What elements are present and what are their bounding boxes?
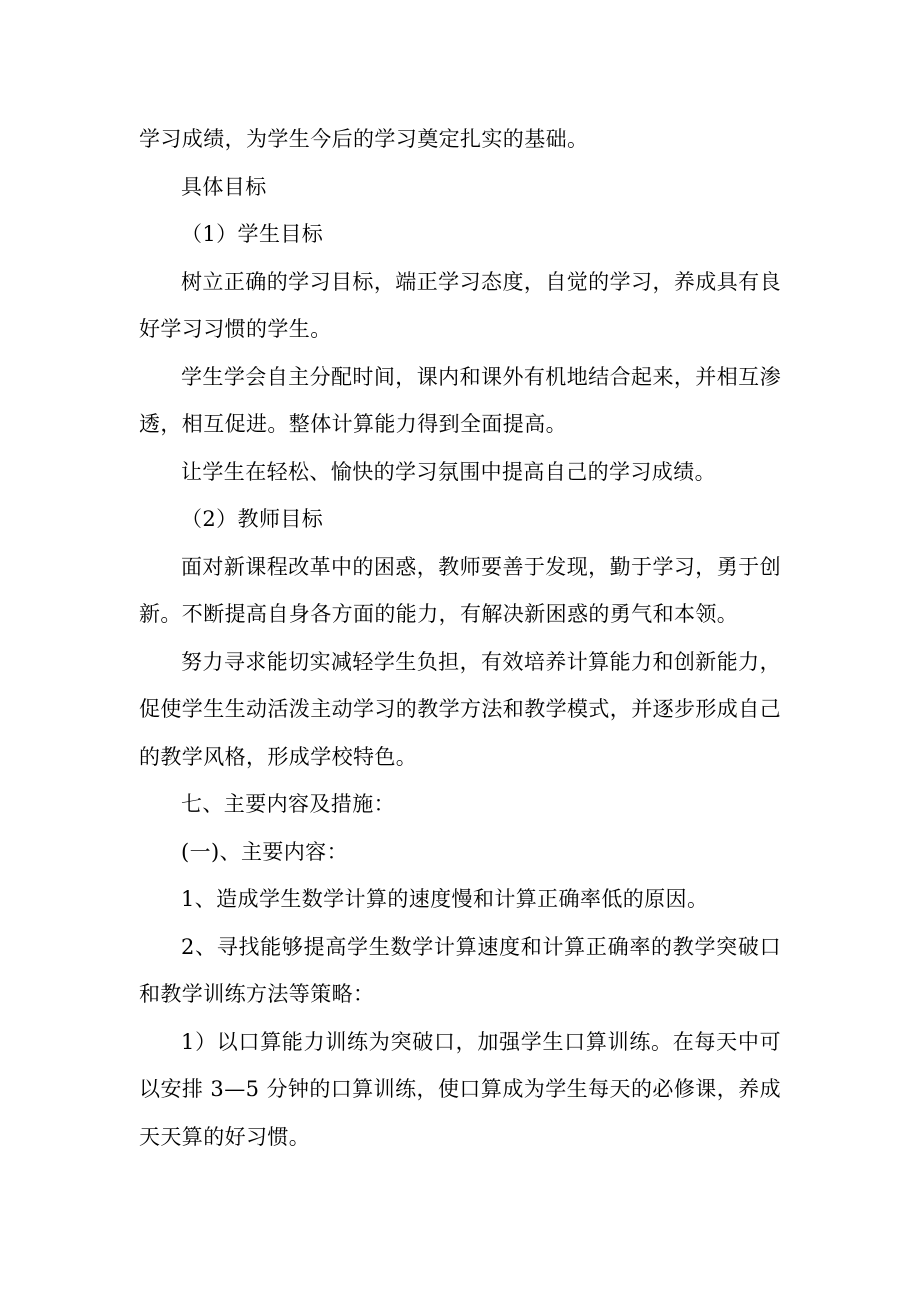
heading-student-goals: （1）学生目标 [181,222,324,246]
paragraph: 树立正确的学习目标，端正学习态度，自觉的学习，养成具有良好学习习惯的学生。 [139,269,781,341]
list-item: 1）以口算能力训练为突破口，加强学生口算训练。在每天中可以安排 3—5 分钟的口算训练，使口算成为学生每天的必修课，养成天天算的好习惯。 [139,1029,781,1149]
list-item: 2、寻找能够提高学生数学计算速度和计算正确率的教学突破口和教学训练方法等策略： [139,934,781,1006]
paragraph: 让学生在轻松、愉快的学习氛围中提高自己的学习成绩。 [181,459,716,484]
paragraph-continuation: 学习成绩，为学生今后的学习奠定扎实的基础。 [139,127,589,151]
paragraph: 学生学会自主分配时间，课内和课外有机地结合起来，并相互渗透，相互促进。整体计算能力得到全面提高。 [139,364,781,436]
paragraph: 面对新课程改革中的困惑，教师要善于发现，勤于学习，勇于创新。不断提高自身各方面的能力，有解决新困惑的勇气和本领。 [139,554,781,626]
heading-main-content-measures: 七、主要内容及措施： [181,792,395,816]
paragraph: 努力寻求能切实减轻学生负担，有效培养计算能力和创新能力，促使学生生动活泼主动学习的教学方法和教学模式，并逐步形成自己的教学风格，形成学校特色。 [139,649,781,769]
heading-teacher-goals: （2）教师目标 [181,507,324,531]
document-body [139,116,781,1161]
heading-main-content: (一)、主要内容： [181,839,348,864]
heading-specific-goals: 具体目标 [181,174,267,199]
list-item: 1、造成学生数学计算的速度慢和计算正确率低的原因。 [181,887,709,911]
